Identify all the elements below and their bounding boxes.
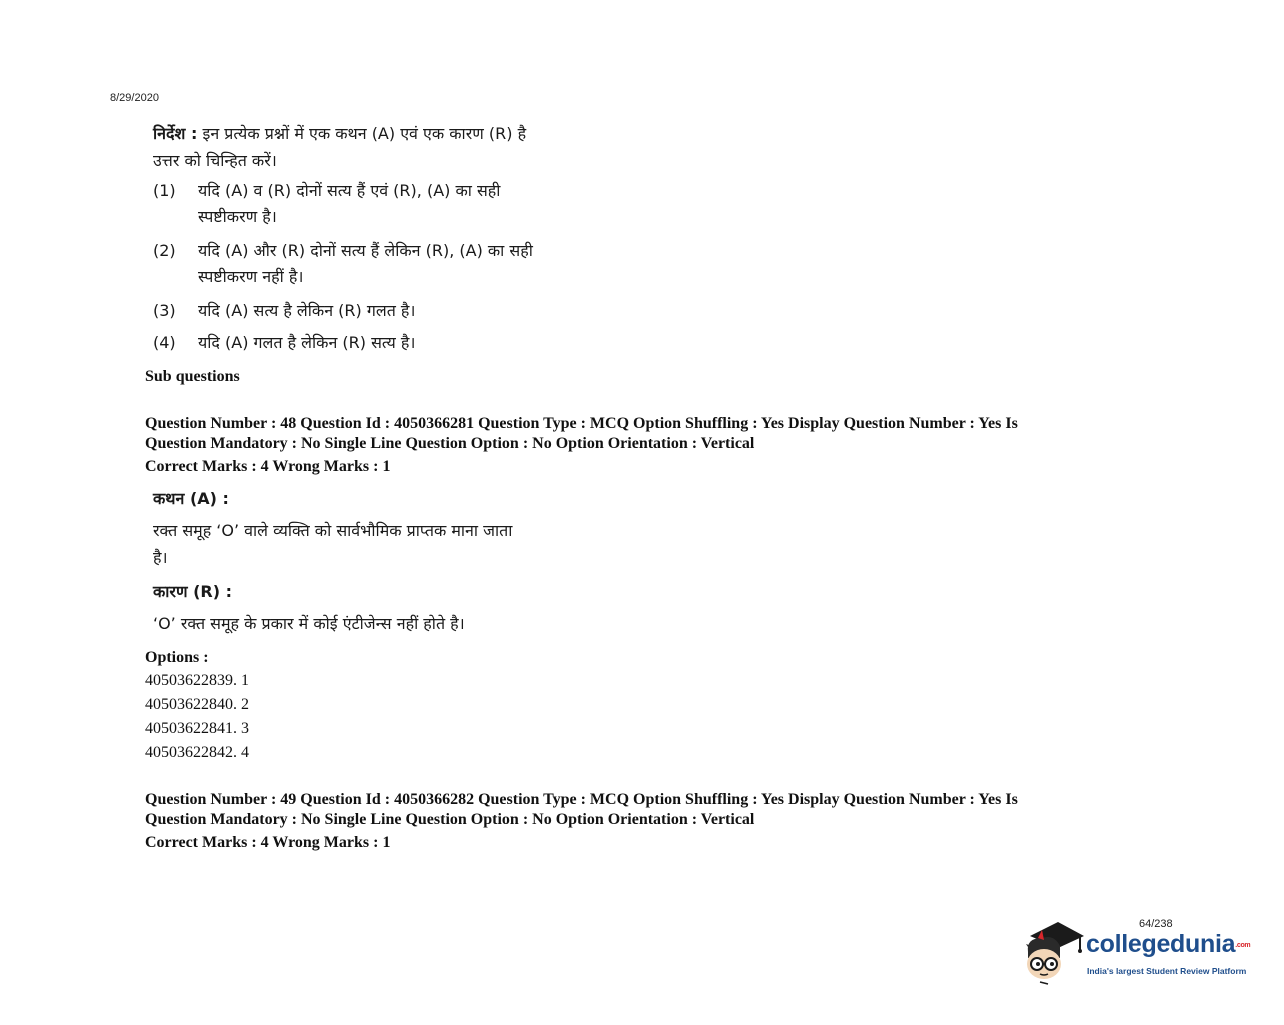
option-item: 40503622840. 2 xyxy=(145,696,249,713)
direction-option-3 xyxy=(153,298,553,324)
q49-meta-line2: Question Mandatory : No Single Line Question Option : No Option Orientation : Vertical xyxy=(145,811,755,828)
direction-option-number: (4) xyxy=(153,333,176,352)
q49-marks: Correct Marks : 4 Wrong Marks : 1 xyxy=(145,834,391,851)
direction-option-text: यदि (A) और (R) दोनों सत्य हैं लेकिन (R), (A) का सही स्पष्टीकरण नहीं है। xyxy=(198,241,533,286)
direction-option-number: (2) xyxy=(153,241,176,260)
direction-option-2 xyxy=(153,238,553,290)
direction-option-text: यदि (A) व (R) दोनों सत्य हैं एवं (R), (A) का सही स्पष्टीकरण है। xyxy=(198,181,501,226)
q48-meta-line2: Question Mandatory : No Single Line Question Option : No Option Orientation : Vertical xyxy=(145,435,755,452)
direction-option-number: (1) xyxy=(153,181,176,200)
direction-option-1 xyxy=(153,178,553,230)
reason-text: ‘O’ रक्त समूह के प्रकार में कोई एंटीजेन्स नहीं होते है। xyxy=(153,614,465,633)
page-number: 64/238 xyxy=(1139,918,1173,930)
q49-meta xyxy=(145,790,1125,830)
directions-label: निर्देश : xyxy=(153,124,198,143)
direction-option-text: यदि (A) सत्य है लेकिन (R) गलत है। xyxy=(198,301,416,320)
direction-option-text: यदि (A) गलत है लेकिन (R) सत्य है। xyxy=(198,333,416,352)
mascot-icon xyxy=(1020,918,1086,988)
sub-questions-label: Sub questions xyxy=(145,368,240,385)
assertion-label: कथन (A) : xyxy=(153,489,229,508)
option-item: 40503622841. 3 xyxy=(145,720,249,737)
brand-suffix: .com xyxy=(1235,941,1251,949)
print-date: 8/29/2020 xyxy=(110,92,159,104)
options-label: Options : xyxy=(145,649,209,666)
reason-label: कारण (R) : xyxy=(153,582,233,601)
q48-meta xyxy=(145,414,1125,454)
brand-text: collegedunia xyxy=(1086,930,1236,958)
q48-marks: Correct Marks : 4 Wrong Marks : 1 xyxy=(145,458,391,475)
q48-options xyxy=(145,669,249,765)
brand-name xyxy=(1086,930,1250,959)
direction-option-number: (3) xyxy=(153,301,176,320)
q48-meta-line1: Question Number : 48 Question Id : 4050366281 Question Type : MCQ Option Shuffling : Yes Display Question Number : Yes Is xyxy=(145,415,1018,432)
assertion-text: रक्त समूह ‘O’ वाले व्यक्ति को सार्वभौमिक प्राप्तक माना जाता है। xyxy=(153,521,513,567)
option-item: 40503622842. 4 xyxy=(145,744,249,761)
direction-option-4 xyxy=(153,330,553,356)
q49-meta-line1: Question Number : 49 Question Id : 4050366282 Question Type : MCQ Option Shuffling : Yes Display Question Number : Yes Is xyxy=(145,791,1018,808)
brand-tagline: India's largest Student Review Platform xyxy=(1087,966,1247,976)
directions-body: इन प्रत्येक प्रश्नों में एक कथन (A) एवं एक कारण (R) है उत्तर को चिन्हित करें। xyxy=(153,124,527,170)
option-item: 40503622839. 1 xyxy=(145,672,249,689)
directions-text xyxy=(153,120,553,174)
